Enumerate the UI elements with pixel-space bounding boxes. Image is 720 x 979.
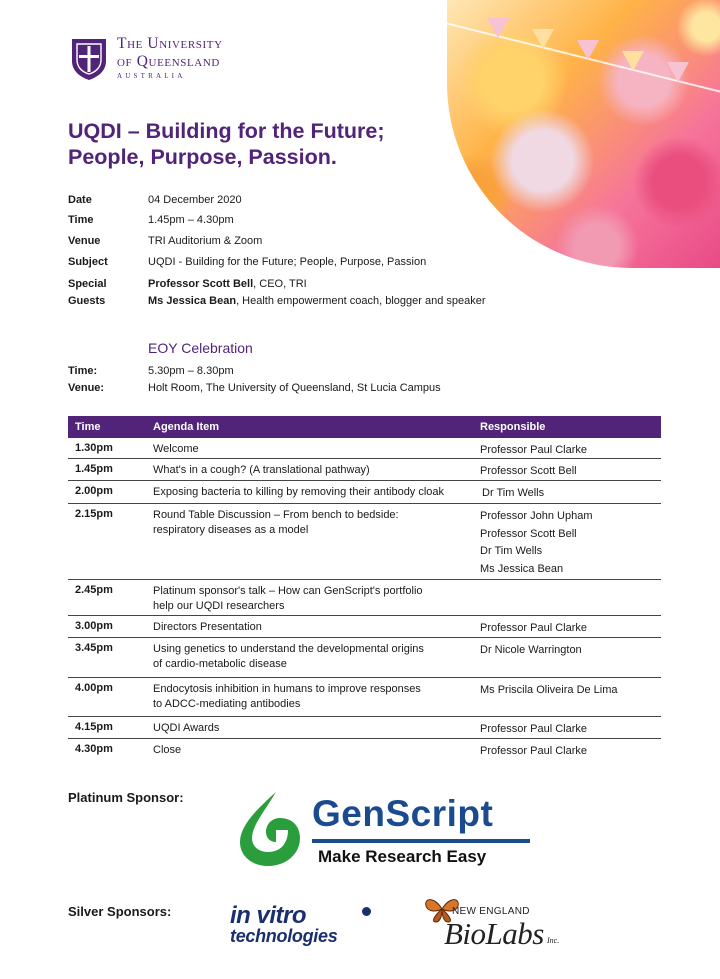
- agenda-header-responsible: Responsible: [480, 421, 546, 433]
- invitro-dot-icon: [362, 907, 371, 916]
- row-time: 2.15pm: [75, 508, 113, 520]
- uq-crest-logo: [70, 37, 108, 81]
- row-time: 1.45pm: [75, 463, 113, 475]
- neb-logo-line1: NEW ENGLAND: [452, 906, 530, 917]
- date-label: Date: [68, 194, 92, 206]
- row-time: 4.15pm: [75, 721, 113, 733]
- eoy-venue-value: Holt Room, The University of Queensland, St Lucia Campus: [148, 382, 441, 394]
- university-country: AUSTRALIA: [117, 72, 186, 80]
- guest-1: Professor Scott Bell, CEO, TRI: [148, 278, 307, 290]
- row-item: Exposing bacteria to killing by removing their antibody cloak: [153, 486, 445, 498]
- row-responsible: Professor Paul Clarke: [480, 745, 587, 757]
- table-row: [68, 717, 661, 739]
- table-row: [68, 481, 661, 504]
- venue-value: TRI Auditorium & Zoom: [148, 235, 263, 247]
- subject-value: UQDI - Building for the Future; People, Purpose, Passion: [148, 256, 427, 268]
- table-row: [68, 459, 661, 481]
- time-label: Time: [68, 214, 94, 226]
- page-title: UQDI – Building for the Future; People, Purpose, Passion.: [68, 119, 385, 169]
- eoy-venue-label: Venue:: [68, 382, 105, 394]
- agenda-header-item: Agenda Item: [153, 421, 220, 433]
- subject-label: Subject: [68, 256, 108, 268]
- row-responsible: Professor Scott Bell: [480, 465, 577, 477]
- row-time: 3.45pm: [75, 642, 113, 654]
- row-responsible: Dr Nicole Warrington: [480, 644, 582, 656]
- table-row: [68, 580, 661, 616]
- row-responsible: Professor Paul Clarke: [480, 444, 587, 456]
- row-item: Welcome: [153, 443, 199, 455]
- genscript-tagline: Make Research Easy: [318, 847, 487, 866]
- festive-bunting-photo: [447, 0, 720, 268]
- row-item: Using genetics to understand the developmental origins of cardio-metabolic disease: [153, 643, 424, 670]
- guest-2: Ms Jessica Bean, Health empowerment coach, blogger and speaker: [148, 295, 486, 307]
- venue-label: Venue: [68, 235, 101, 247]
- row-time: 2.45pm: [75, 584, 113, 596]
- row-item: What's in a cough? (A translational pathway): [153, 464, 370, 476]
- guests-label: Guests: [68, 295, 106, 307]
- university-name: The University of Queensland: [117, 35, 223, 70]
- eoy-heading: EOY Celebration: [148, 340, 253, 356]
- row-responsible: Professor John Upham Professor Scott Bell Dr Tim Wells Ms Jessica Bean: [480, 510, 593, 575]
- row-item: Platinum sponsor's talk – How can GenScript's portfolio help our UQDI researchers: [153, 585, 423, 612]
- row-time: 2.00pm: [75, 485, 113, 497]
- silver-sponsors-label: Silver Sponsors:: [68, 904, 172, 919]
- row-responsible: Professor Paul Clarke: [480, 622, 587, 634]
- neb-logo-suffix: Inc.: [547, 936, 560, 945]
- row-item: Round Table Discussion – From bench to bedside: respiratory diseases as a model: [153, 509, 399, 536]
- table-row: [68, 638, 661, 678]
- table-row: [68, 616, 661, 638]
- row-time: 4.30pm: [75, 743, 113, 755]
- row-responsible: Ms Priscila Oliveira De Lima: [480, 684, 618, 696]
- table-row: [68, 678, 661, 717]
- row-time: 1.30pm: [75, 442, 113, 454]
- special-label: Special: [68, 278, 107, 290]
- platinum-sponsor-label: Platinum Sponsor:: [68, 790, 184, 805]
- row-time: 3.00pm: [75, 620, 113, 632]
- row-responsible: Dr Tim Wells: [482, 487, 545, 499]
- invitro-logo-line2: technologies: [230, 926, 338, 946]
- table-row: [68, 739, 661, 761]
- genscript-leaf-icon: [236, 790, 304, 868]
- neb-logo-name: BioLabs: [444, 916, 544, 951]
- eoy-time-value: 5.30pm – 8.30pm: [148, 365, 234, 377]
- row-item: Close: [153, 744, 182, 756]
- agenda-header-row: [68, 416, 661, 438]
- eoy-time-label: Time:: [68, 365, 98, 377]
- row-responsible: Professor Paul Clarke: [480, 723, 587, 735]
- row-item: Endocytosis inhibition in humans to improve responses to ADCC-mediating antibodies: [153, 683, 421, 710]
- row-item: UQDI Awards: [153, 722, 220, 734]
- time-value: 1.45pm – 4.30pm: [148, 214, 234, 226]
- row-time: 4.00pm: [75, 682, 113, 694]
- table-row: [68, 438, 661, 459]
- invitro-logo-line1: in vitro: [230, 902, 307, 929]
- date-value: 04 December 2020: [148, 194, 242, 206]
- agenda-table: [68, 416, 661, 761]
- agenda-header-time: Time: [75, 421, 101, 433]
- genscript-underline: [312, 839, 530, 843]
- genscript-logo-text: GenScript: [312, 793, 494, 834]
- row-item: Directors Presentation: [153, 621, 262, 633]
- table-row: [68, 504, 661, 580]
